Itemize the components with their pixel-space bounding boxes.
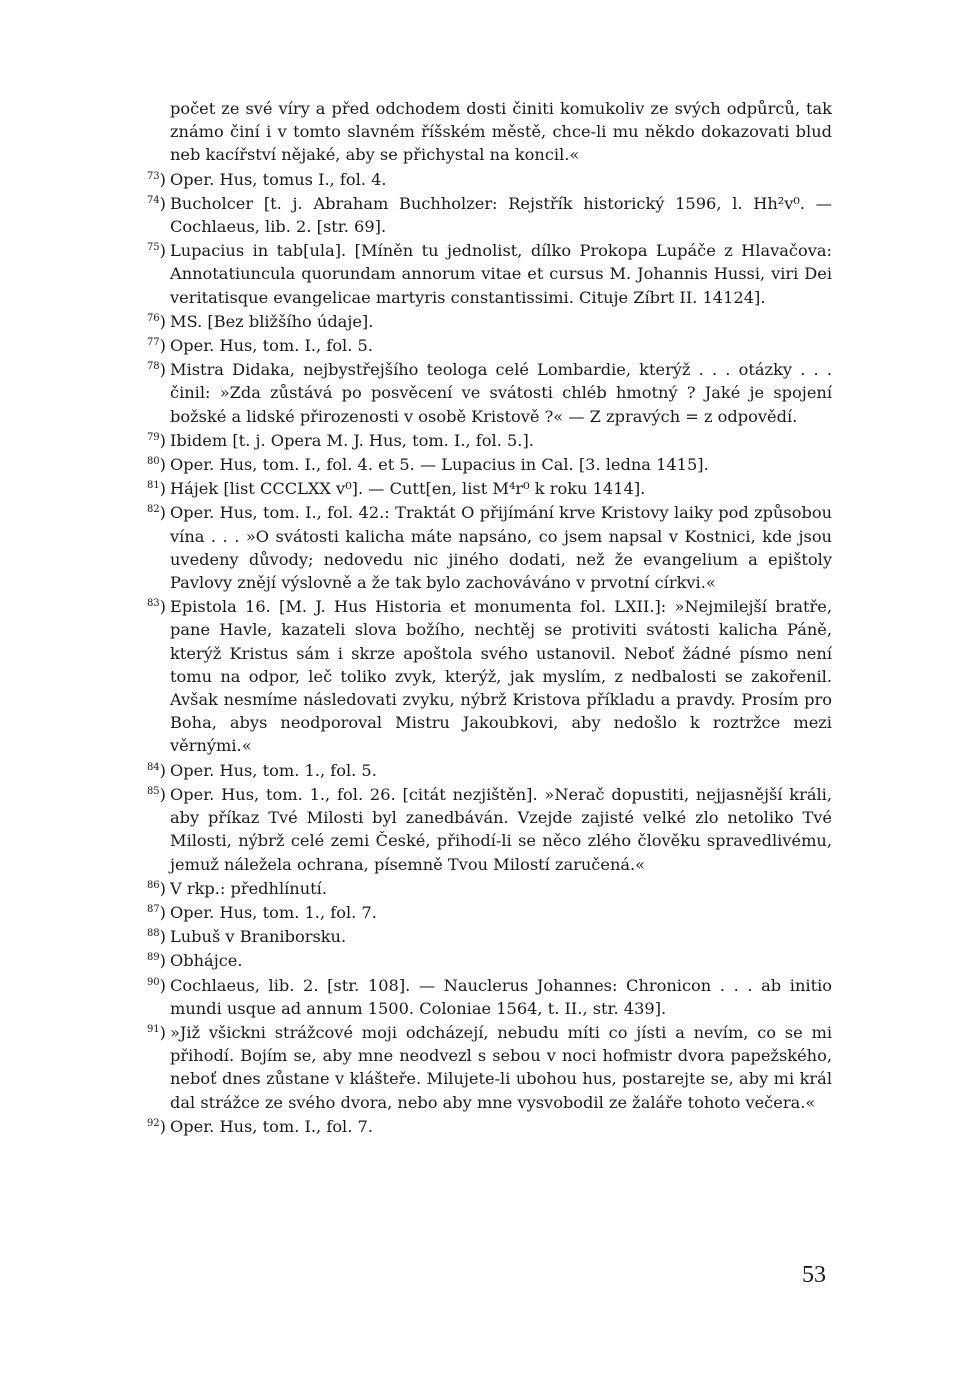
endnote-number-value: 79 [146, 431, 160, 443]
endnote-item [130, 477, 832, 500]
endnote-number-value: 90 [146, 976, 160, 988]
endnote-number: $^{80}$) [146, 455, 166, 475]
endnote-item [130, 595, 832, 757]
endnote-item [130, 877, 832, 900]
continued-note-text: počet ze své víry a před odchodem dosti činiti komukoliv ze svých odpůrců, tak známo činí i v tomto slavném říšském městě, chce-li mu někdo dokazovati blud neb kacířství nějaké, aby se přichystal na koncil.« [170, 99, 832, 165]
endnote-text: Oper. Hus, tom. 1., fol. 26. [citát nezjištěn]. »Nerač dopustiti, nejjasnější králi, aby příkaz Tvé Milosti byl zanedbáván. Vzejde zajisté velké zlo netoliko Tvé Milosti, nýbrž celé zemi České, přihodí-li se něco zlého člověku spravedlivému, jemuž náležela ochrana, písemně Tvou Milostí zaručená.« [170, 784, 832, 874]
endnote-number: $^{84}$) [146, 760, 166, 780]
endnote-number-value: 92 [146, 1117, 160, 1129]
endnote-number-value: 75 [146, 242, 160, 254]
endnote-item [130, 925, 832, 948]
endnote-number-value: 78 [146, 361, 160, 373]
endnote-item [130, 1021, 832, 1114]
endnote-text: MS. [Bez bližšího údaje]. [170, 311, 374, 331]
endnote-number: $^{92}$) [146, 1116, 166, 1136]
endnote-number-value: 80 [146, 456, 160, 468]
endnote-text: V rkp.: předhlínutí. [170, 878, 327, 898]
endnote-number-value: 77 [146, 337, 160, 349]
endnote-text: Lupacius in tab[ula]. [Míněn tu jednolist, dílko Prokopa Lupáče z Hlavačova: Annotatiuncula quorundam annorum vitae et cursus M. Johannis Hussi, viri Dei veritatisque evangelicae martyris constantissimi. Cituje Zíbrt II. 14124]. [170, 241, 832, 307]
endnote-number: $^{90}$) [146, 975, 166, 995]
endnote-text: Oper. Hus, tom. I., fol. 5. [170, 336, 373, 356]
endnote-number: $^{81}$) [146, 479, 166, 499]
endnote-number-value: 86 [146, 879, 160, 891]
endnote-text: Lubuš v Braniborsku. [170, 927, 347, 947]
endnote-number-value: 73 [146, 170, 160, 182]
endnote-text: Oper. Hus, tomus I., fol. 4. [170, 169, 387, 189]
endnote-number-value: 89 [146, 952, 160, 964]
endnote-item [130, 1115, 832, 1138]
endnote-text: Mistra Didaka, nejbystřejšího teologa celé Lombardie, kterýž . . . otázky . . . činil: »Zda zůstává po posvěcení ve svátosti chléb hmotný ? Jaké je spojení božské a lidské přirozenosti v osobě Kristově ?« — Z zpravých = z odpovědí. [170, 360, 832, 426]
endnote-item [130, 334, 832, 357]
endnote-text: Oper. Hus, tom. 1., fol. 5. [170, 760, 377, 780]
endnote-number: $^{79}$) [146, 430, 166, 450]
endnote-text: Epistola 16. [M. J. Hus Historia et monumenta fol. LXII.]: »Nejmilejší bratře, pane Havle, kazateli slova božího, nechtěj se protiviti svátosti kalicha Páně, kterýž Kristus sám i skrze apoštola svého ustanovil. Neboť žádné písmo není tomu na odpor, leč toliko zvyk, kterýž, jak myslím, z nedbalosti se zakořenil. Avšak nesmíme následovati zvyku, nýbrž Kristova příkladu a pravdy. Prosím pro Boha, abys neodporoval Mistru Jakoubkovi, aby nedošlo k roztržce mezi věrnými.« [170, 597, 832, 756]
endnote-text: Oper. Hus, tom. I., fol. 42.: Traktát O přijímání krve Kristovy laiky pod způsobou vína . . . »O svátosti kalicha máte napsáno, co jsem napsal v Kostnici, kde jsou uvedeny důvody; nedovedu nic jiného dodati, než že evangelium a epištoly Pavlovy znějí výslovně a že tak bylo zachováváno v prvotní církvi.« [170, 503, 832, 593]
endnote-number: $^{73}$) [146, 169, 166, 189]
endnote-number: $^{89}$) [146, 951, 166, 971]
endnote-number-value: 76 [146, 312, 160, 324]
endnote-number-value: 82 [146, 504, 160, 516]
endnote-number-value: 74 [146, 194, 160, 206]
endnote-text: Obhájce. [170, 951, 243, 971]
endnote-number: $^{82}$) [146, 503, 166, 523]
endnote-number-value: 88 [146, 928, 160, 940]
endnote-number: $^{91}$) [146, 1022, 166, 1042]
endnote-number-value: 83 [146, 598, 160, 610]
endnotes-block [130, 97, 832, 1139]
endnote-text: Oper. Hus, tom. I., fol. 4. et 5. — Lupacius in Cal. [3. ledna 1415]. [170, 455, 709, 475]
endnote-number: $^{83}$) [146, 597, 166, 617]
endnote-number-value: 85 [146, 785, 160, 797]
endnote-number-value: 84 [146, 761, 160, 773]
endnote-item [130, 239, 832, 309]
endnote-number: $^{78}$) [146, 360, 166, 380]
endnote-text: Oper. Hus, tom. 1., fol. 7. [170, 902, 377, 922]
endnote-item [130, 501, 832, 594]
endnote-number: $^{88}$) [146, 927, 166, 947]
endnote-item [130, 168, 832, 191]
endnote-item [130, 949, 832, 972]
endnote-number: $^{75}$) [146, 241, 166, 261]
endnote-number-value: 81 [146, 480, 160, 492]
endnote-number: $^{74}$) [146, 193, 166, 213]
endnote-text: »Již všickni strážcové moji odcházejí, nebudu míti co jísti a nevím, co se mi přihodí. Bojím se, aby mne neodvezl s sebou v noci hofmistr dvora papežského, neboť dnes zůstane v klášteře. Milujete-li ubohou hus, postarejte se, aby mi král dal strážce ze svého dvora, nebo aby mne vysvobodil ze žaláře tohoto večera.« [170, 1022, 832, 1112]
endnote-item [130, 974, 832, 1020]
endnote-number-value: 87 [146, 903, 160, 915]
endnote-text: Hájek [list CCCLXX v⁰]. — Cutt[en, list M⁴r⁰ k roku 1414]. [170, 479, 646, 499]
endnote-item [130, 310, 832, 333]
endnote-item [130, 429, 832, 452]
endnote-item [130, 192, 832, 238]
endnote-item [130, 901, 832, 924]
endnote-item [130, 783, 832, 876]
endnote-text: Cochlaeus, lib. 2. [str. 108]. — Nauclerus Johannes: Chronicon . . . ab initio mundi usque ad annum 1500. Coloniae 1564, t. II., str. 439]. [170, 975, 832, 1018]
endnote-item [130, 453, 832, 476]
endnote-text: Bucholcer [t. j. Abraham Buchholzer: Rejstřík historický 1596, l. Hh²v⁰. — Cochlaeus, lib. 2. [str. 69]. [170, 193, 832, 237]
endnote-number-value: 91 [146, 1023, 160, 1035]
endnote-text: Oper. Hus, tom. I., fol. 7. [170, 1116, 373, 1136]
endnote-number: $^{87}$) [146, 902, 166, 922]
endnote-item [130, 358, 832, 428]
endnote-item [130, 759, 832, 782]
endnote-number: $^{86}$) [146, 878, 166, 898]
endnote-number: $^{85}$) [146, 784, 166, 804]
endnotes-list [130, 168, 832, 1138]
endnote-number: $^{77}$) [146, 336, 166, 356]
endnote-number: $^{76}$) [146, 311, 166, 331]
endnote-text: Ibidem [t. j. Opera M. J. Hus, tom. I., fol. 5.]. [170, 430, 534, 450]
page-number: 53 [802, 1262, 826, 1288]
